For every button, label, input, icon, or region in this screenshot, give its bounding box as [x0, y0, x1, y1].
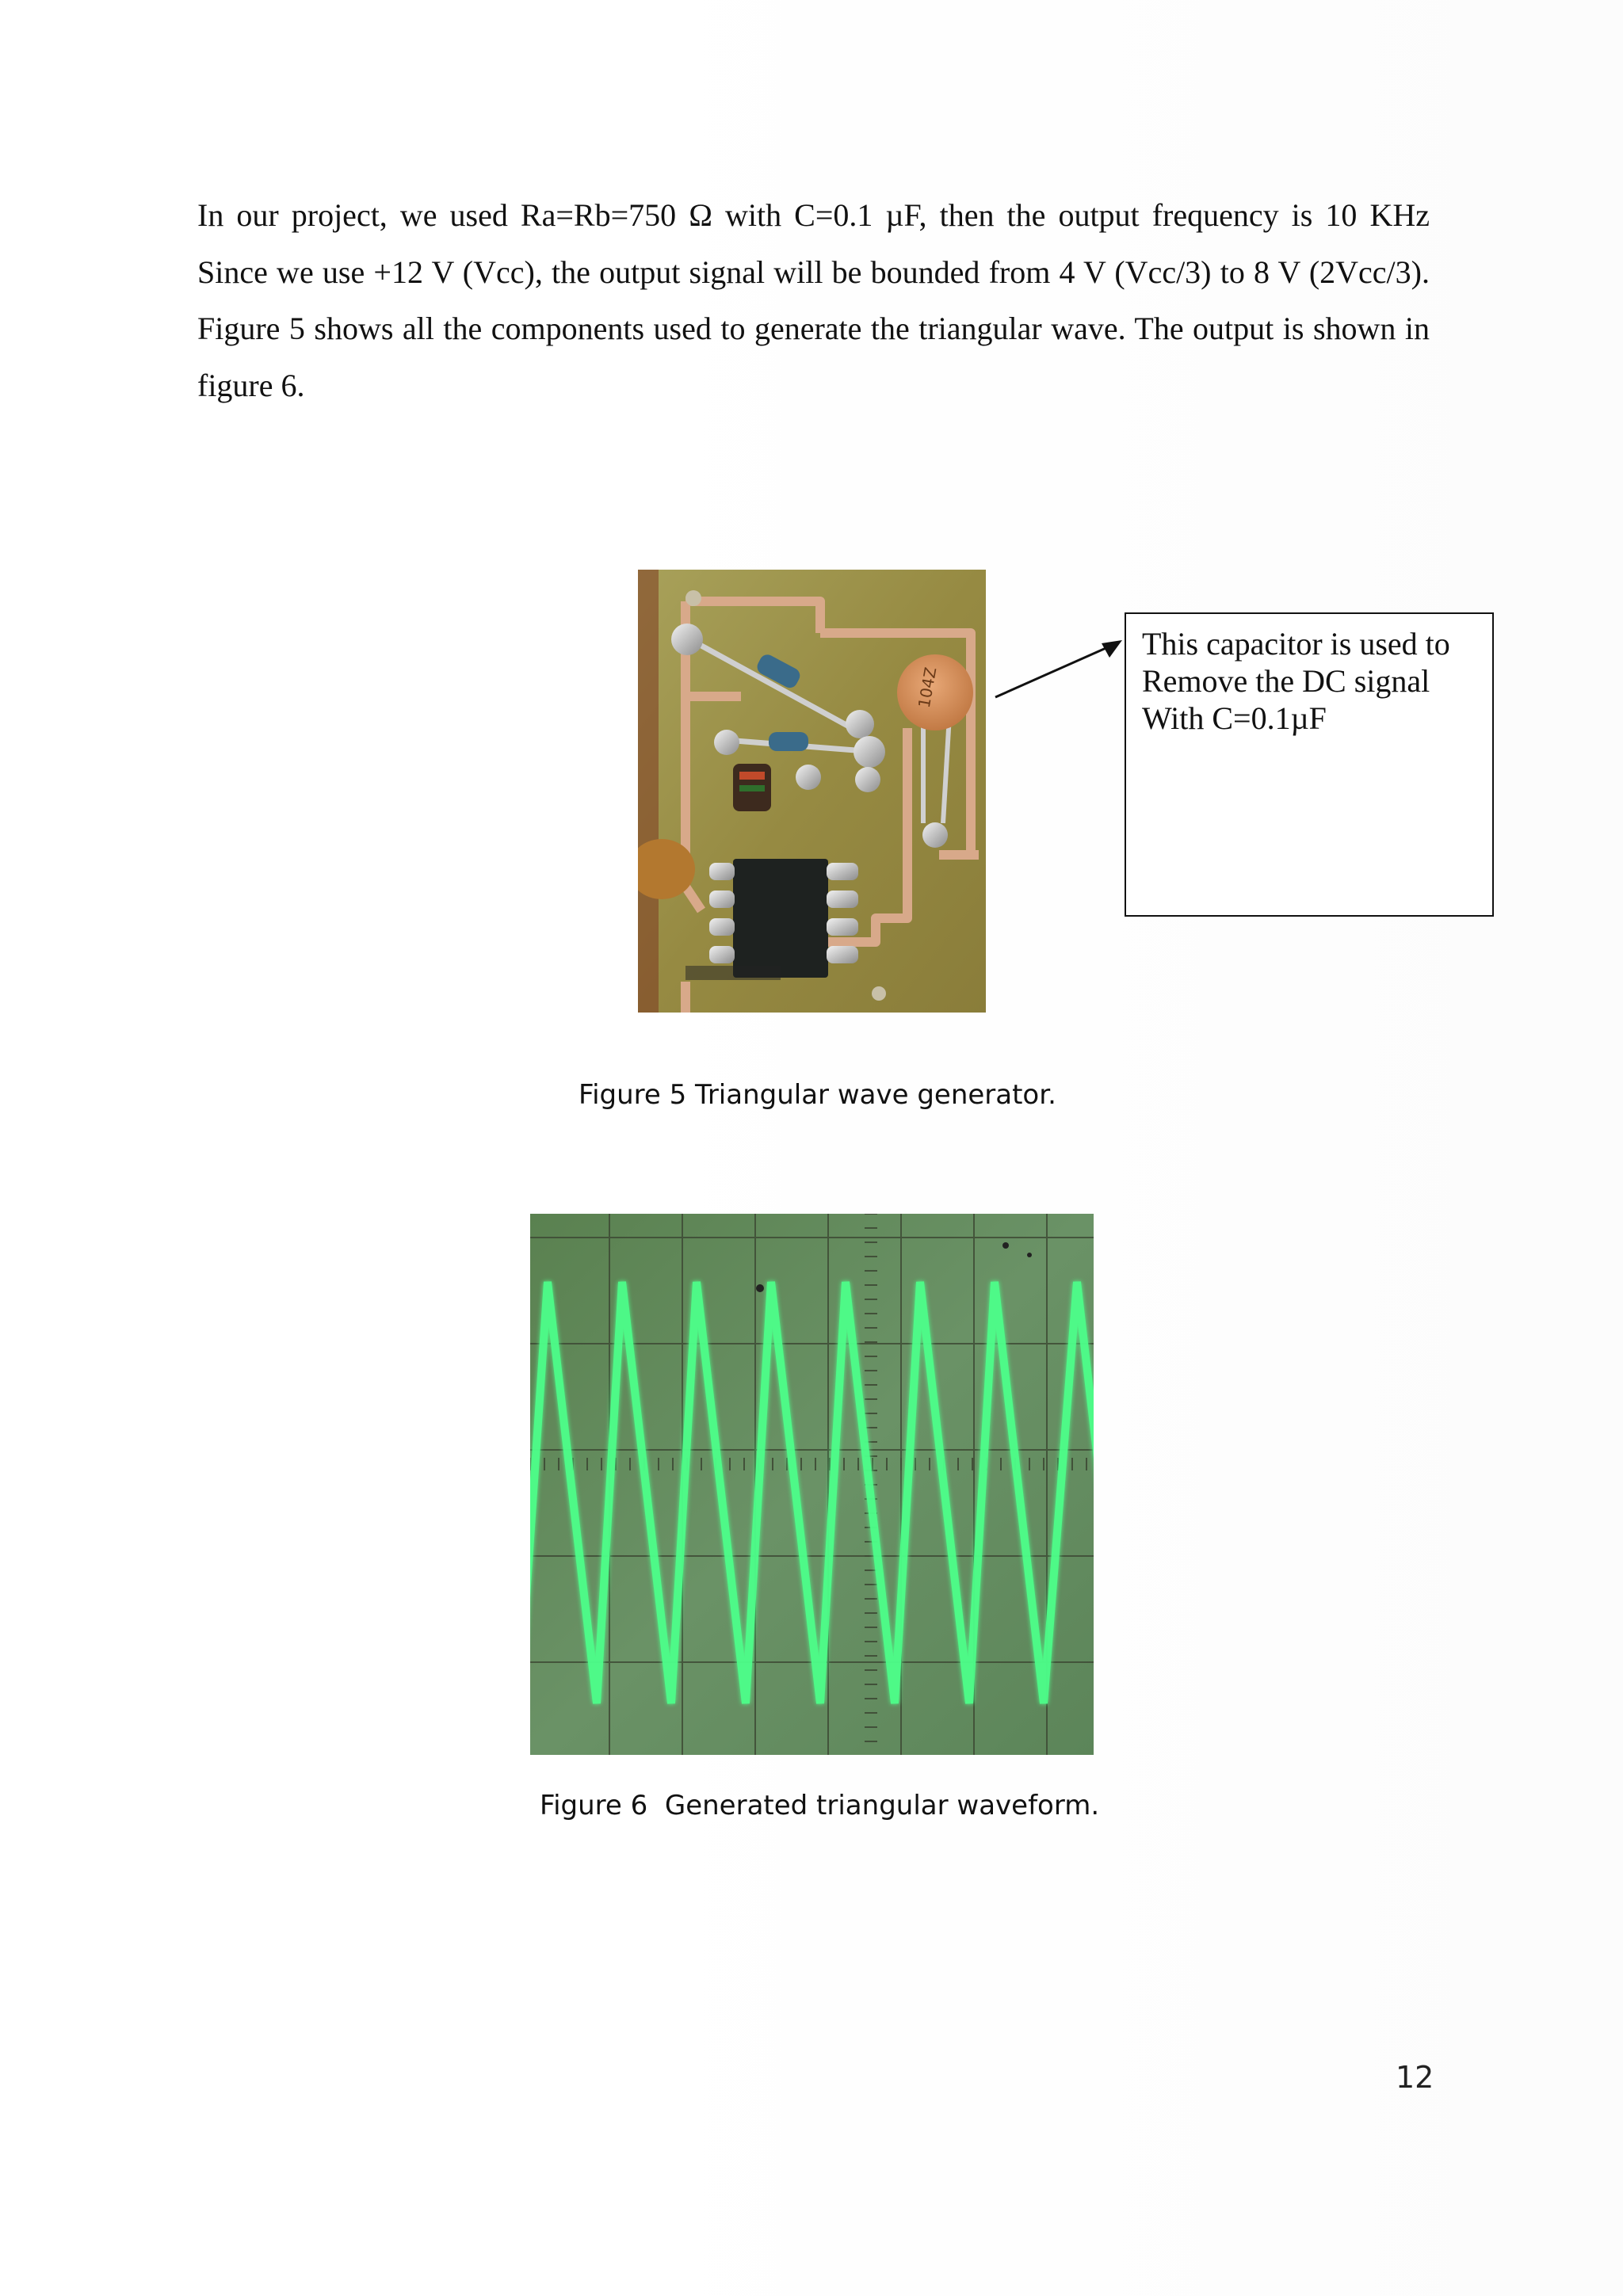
figure-6-caption: Figure 6 Generated triangular waveform.	[540, 1790, 1100, 1821]
body-paragraph	[197, 187, 1430, 414]
capacitor-marking: 104Z	[914, 666, 941, 710]
screen-speck	[1002, 1242, 1009, 1249]
callout-arrow	[991, 634, 1125, 705]
circuit-board-photo	[638, 570, 986, 1013]
screen-speck	[1027, 1253, 1032, 1257]
oscilloscope-photo	[530, 1214, 1094, 1755]
paragraph-text: In our project, we used Ra=Rb=750 Ω with C=0.1 µF, then the output frequency is 10 KHz Since we use +12 V (Vcc), the output signal will be bounded from 4 V (Vcc/3) to 8 V (2Vcc/3). Figure 5 shows all the components used to generate the triangular wave. The output is shown in figure 6.	[197, 197, 1430, 403]
callout-box	[1125, 612, 1494, 917]
callout-line-1: This capacitor is used to	[1142, 626, 1450, 662]
page-number: 12	[1396, 2060, 1434, 2095]
callout-line-2: Remove the DC signal	[1142, 663, 1430, 699]
callout-line-3: With C=0.1µF	[1142, 700, 1327, 736]
scope-screen	[530, 1214, 1094, 1755]
figure-5-caption: Figure 5 Triangular wave generator.	[579, 1079, 1056, 1111]
screen-speck	[756, 1284, 764, 1292]
